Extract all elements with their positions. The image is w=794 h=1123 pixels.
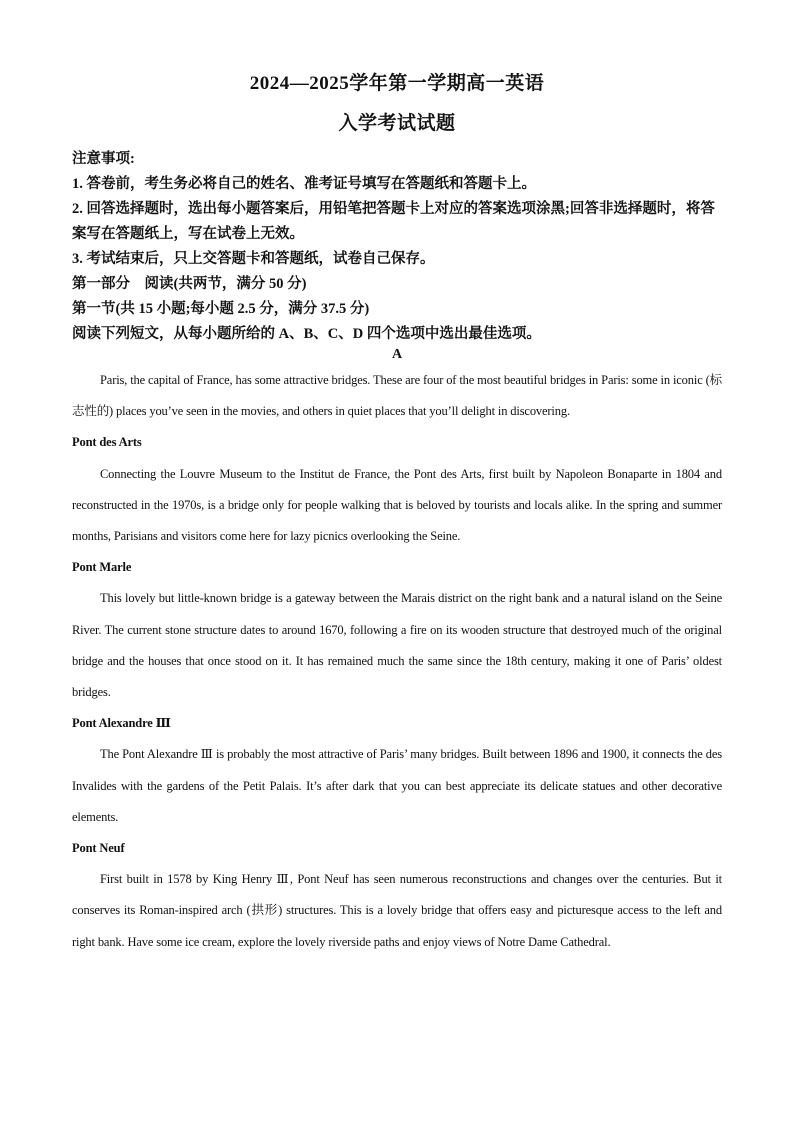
bridge-text-pont-marle: This lovely but little-known bridge is a gateway between the Marais district on the right bank and a natural island on the Seine River. The current stone structure dates to around 1670, following a fire on its wooden structure that destroyed much of the original bridge and the houses that once stood on it. It has remained much the same since the 18th century, making it one of Paris’ oldest bridges. — [72, 591, 722, 700]
bridge-heading-pont-alexandre: Pont Alexandre Ⅲ — [72, 716, 171, 731]
exam-subtitle: 入学考试试题 — [338, 113, 456, 134]
passage-intro: Paris, the capital of France, has some attractive bridges. These are four of the most beautiful bridges in Paris: some in iconic (标志性的) places you’ve seen in the movies, and others in quiet places that you’ll delight in discovering. — [72, 373, 722, 419]
instruction-item-2: 2. 回答选择题时，选出每小题答案后，用铅笔把答题卡上对应的答案选项涂黑;回答非选择题时，将答案写在答题纸上，写在试卷上无效。 — [72, 201, 715, 242]
bridge-text-pont-des-arts: Connecting the Louvre Museum to the Institut de France, the Pont des Arts, first built by Napoleon Bonaparte in 1804 and reconstructed in the 1970s, is a bridge only for people walking that is beloved by tourists and locals alike. In the spring and summer months, Parisians and visitors come here for lazy picnics overlooking the Seine. — [72, 466, 722, 544]
section-heading: 第一节(共 15 小题;每小题 2.5 分，满分 37.5 分) — [72, 301, 370, 317]
bridge-text-pont-neuf: First built in 1578 by King Henry Ⅲ, Pont Neuf has seen numerous reconstructions and changes over the centuries. But it conserves its Roman-inspired arch (拱形) structures. This is a lovely bridge that offers easy and picturesque access to the left and right bank. Have some ice cream, explore the lovely riverside paths and enjoy views of Notre Dame Cathedral. — [72, 872, 722, 949]
part-heading: 第一部分 阅读(共两节，满分 50 分) — [72, 276, 307, 292]
reading-passage — [72, 365, 722, 958]
exam-title: 2024—2025学年第一学期高一英语 — [249, 73, 545, 94]
bridge-heading-pont-des-arts: Pont des Arts — [72, 435, 142, 450]
reading-directions: 阅读下列短文，从每小题所给的 A、B、C、D 四个选项中选出最佳选项。 — [72, 326, 541, 342]
passage-letter: A — [391, 347, 403, 362]
instructions-block — [72, 147, 727, 347]
bridge-text-pont-alexandre: The Pont Alexandre Ⅲ is probably the most attractive of Paris’ many bridges. Built between 1896 and 1900, it connects the des Invalides with the gardens of the Petit Palais. It’s after dark that you can best appreciate its delicate statues and other decorative elements. — [72, 747, 722, 824]
instruction-item-1: 1. 答卷前，考生务必将自己的姓名、准考证号填写在答题纸和答题卡上。 — [72, 176, 536, 192]
instructions-heading: 注意事项: — [72, 151, 135, 167]
bridge-heading-pont-marle: Pont Marle — [72, 560, 132, 575]
bridge-heading-pont-neuf: Pont Neuf — [72, 841, 125, 856]
instruction-item-3: 3. 考试结束后，只上交答题卡和答题纸，试卷自己保存。 — [72, 251, 435, 267]
